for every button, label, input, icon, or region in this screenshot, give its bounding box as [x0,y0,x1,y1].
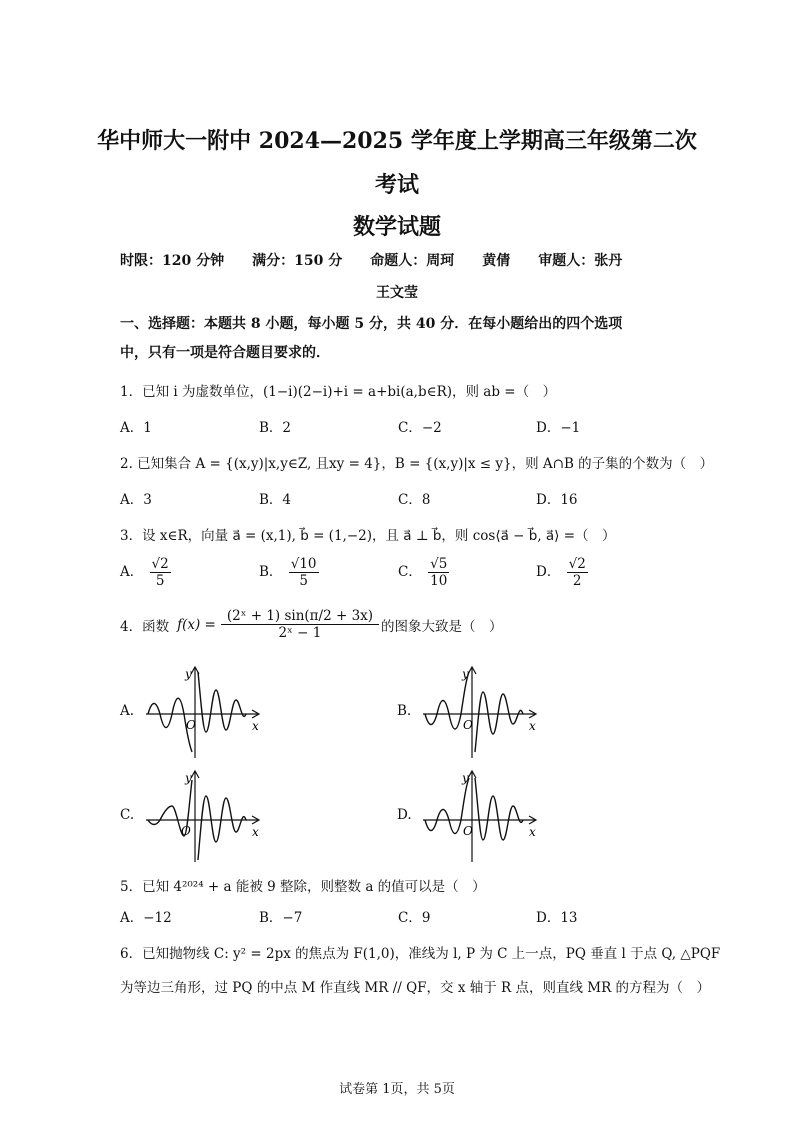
fraction-denominator: 5 [155,573,165,589]
fraction-numerator: √2 [568,556,586,572]
axis-y-label: y [462,771,469,785]
option-fraction [289,556,319,589]
option-fraction [428,556,449,589]
fraction-denominator: 2 [572,573,582,589]
origin-label: O [186,718,196,732]
exam-meta-line2: 王文莹 [376,285,418,301]
exam-meta-line1: 时限：120 分钟 满分：150 分 命题人：周珂 黄倩 审题人：张丹 [120,253,623,269]
exam-title-line1: 华中师大一附中 2024—2025 学年度上学期高三年级第二次 [97,128,697,154]
question-4-func: f(x) = [177,616,216,633]
section-heading-line1: 一、选择题：本题共 8 小题，每小题 5 分，共 40 分．在每小题给出的四个选项 [120,316,623,332]
question-4-fraction [221,608,379,641]
question-2-option-d: D．16 [536,492,578,508]
subject-title: 数学试题 [352,214,441,240]
curve-right [198,672,246,732]
axis-y-label: y [185,771,192,785]
question-6-line1: 6．已知抛物线 C: y² = 2px 的焦点为 F(1,0)，准线为 l, P 为 C 上一点，PQ 垂直 l 于点 Q, △PQF [120,946,721,962]
fraction-denominator: 5 [299,573,308,589]
exam-title-line2: 考试 [374,172,419,198]
question-2-option-a: A．3 [120,492,152,508]
question-3-option-a [120,556,173,589]
question-3-stem: 3．设 x∈R，向量 a⃗ = (x,1), b⃗ = (1,−2)，且 a⃗ ⊥ b⃗，则 cos⟨a⃗ − b⃗, a⃗⟩ =（ ） [120,528,616,544]
curve-right [475,692,523,752]
origin-label: O [181,824,191,838]
question-4-option-b-label: B. [397,703,412,719]
axis-x-label: x [529,825,536,839]
question-1-option-a: A．1 [120,420,152,436]
question-1-stem: 1．已知 i 为虚数单位，(1−i)(2−i)+i = a+bi(a,b∈R)，则 ab =（ ） [120,384,557,400]
question-5-option-a: A．−12 [120,910,172,926]
question-3-option-d [536,556,590,589]
axis-y-label: y [185,667,192,681]
question-4-prefix: 4．函数 [120,618,170,635]
axis-x-label: x [252,825,259,839]
page-footer: 试卷第 1页，共 5页 [339,1082,455,1097]
origin-label: O [463,824,473,838]
question-3-option-b [259,556,321,589]
question-4-graph-d [417,766,543,866]
question-1-option-d: D．−1 [536,420,581,436]
fraction-numerator: √5 [430,556,448,572]
question-4-stem [120,608,503,641]
fraction-numerator: (2ˣ + 1) sin(π/2 + 3x) [221,608,379,625]
fraction-denominator: 2ˣ − 1 [278,625,322,641]
question-1-option-c: C．−2 [398,420,442,436]
question-1-option-b: B．2 [259,420,292,436]
question-4-graph-b [417,662,543,762]
question-5-option-c: C．9 [398,910,431,926]
axis-x-label: x [252,719,259,733]
question-5-option-d: D．13 [536,910,578,926]
option-fraction [567,556,588,589]
axis-x-label: x [529,719,536,733]
option-label: B． [259,564,283,580]
question-4-graph-c [140,766,266,866]
axis-y-label: y [462,667,469,681]
question-4-suffix: 的图象大致是（ ） [381,618,503,635]
fraction-denominator: 10 [430,573,448,589]
curve-left [148,698,192,752]
question-2-stem: 2. 已知集合 A = {(x,y)|x,y∈Z, 且xy = 4}，B = {(x,y)|x ≤ y}，则 A∩B 的子集的个数为（ ） [120,456,714,472]
question-2-option-b: B．4 [259,492,292,508]
question-4-option-c-label: C. [120,807,135,823]
section-heading-line2: 中，只有一项是符合题目要求的． [120,345,330,361]
fraction-numerator: √10 [290,556,317,572]
question-4-graph-a [140,662,266,762]
question-6-line2: 为等边三角形，过 PQ 的中点 M 作直线 MR // QF，交 x 轴于 R 点，则直线 MR 的方程为（ ） [120,980,711,996]
question-2-option-c: C．8 [398,492,431,508]
curve-right [475,778,523,840]
question-3-option-c [398,556,451,589]
origin-label: O [463,718,473,732]
curve-right [198,796,246,860]
fraction-numerator: √2 [151,556,169,572]
option-fraction [150,556,171,589]
question-5-option-b: B．−7 [259,910,303,926]
option-label: A． [120,564,144,580]
question-5-stem: 5．已知 4²⁰²⁴ + a 能被 9 整除，则整数 a 的值可以是（ ） [120,879,486,895]
option-label: C． [398,564,422,580]
question-4-option-d-label: D. [397,807,412,823]
question-4-option-a-label: A. [120,703,135,719]
option-label: D． [536,564,561,580]
